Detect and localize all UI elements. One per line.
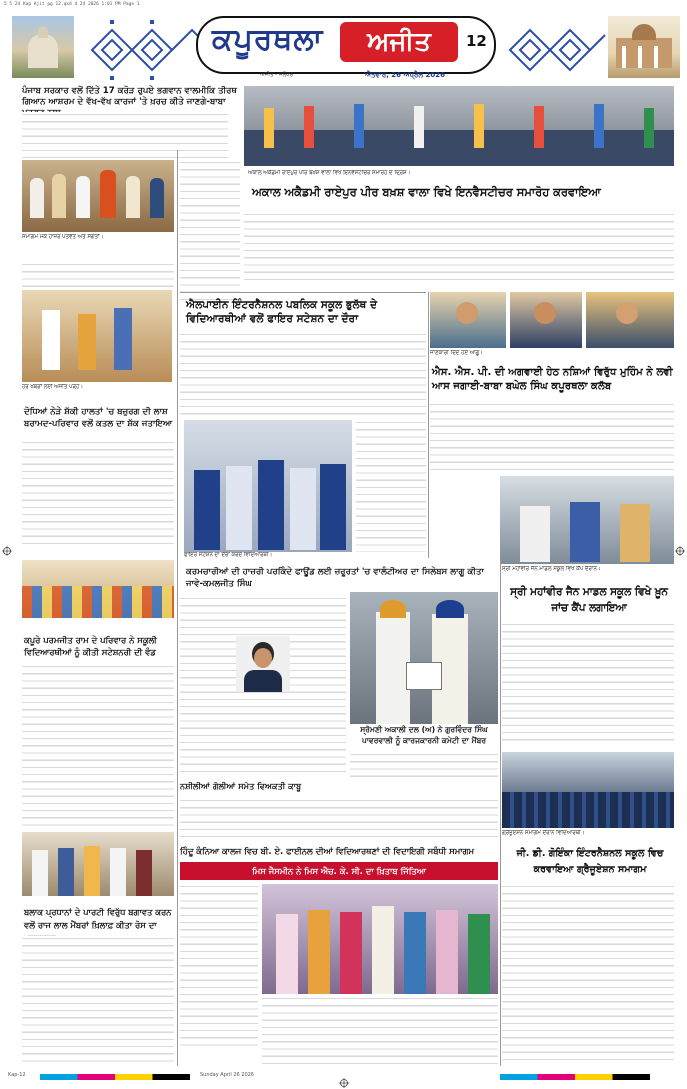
article-4-caption: ਜਾਣਕਾਰੀ ਦਿੰਦੇ ਹੋਏ ਆਗੂ।: [430, 350, 483, 356]
article-5-headline: ਦੋਧਿਆਂ ਨੇੜੇ ਸ਼ੱਕੀ ਹਾਲਤਾਂ 'ਚ ਬਜ਼ੁਰਗ ਦੀ ਲਾਸ਼ ਬਰਾਮਦ-ਪਰਿਵਾਰ ਵਲੋਂ ਕਤਲ ਦਾ ਸ਼ੱਕ ਜਤਾਇਆ: [24, 407, 173, 429]
article-3-body-2: [356, 420, 426, 552]
article-3-body: [180, 332, 426, 418]
article-11-photo: [262, 884, 498, 994]
article-7-caption: ਸ੍ਰੀ ਮਹਾਂਵੀਰ ਜੈਨ ਮਾਡਲ ਸਕੂਲ ਵਿਖੇ ਕੈਂਪ ਦੌਰਾਨ।: [502, 566, 601, 572]
article-10-headline: ਨਸ਼ੀਲੀਆਂ ਗੋਲੀਆਂ ਸਮੇਤ ਵਿਅਕਤੀ ਕਾਬੂ: [180, 781, 302, 791]
article-1-body-2: [22, 262, 174, 292]
article-4-headline: ਐਸ. ਐਸ. ਪੀ. ਦੀ ਅਗਵਾਈ ਹੇਠ ਨਸ਼ਿਆਂ ਵਿਰੁੱਧ ਮੁਹਿੰਮ ਨੇ ਲਵੀ ਆਸ ਜਗਾਈ-ਬਾਬਾ ਬਘੇਲ ਸਿੰਘ ਕਪੂਰਥਲਾ ਕਲੱਬ: [432, 367, 673, 392]
article-1-caption: ਸਮਾਗਮ ਮੌਕੇ ਹਾਜ਼ਰ ਪਤਵੰਤੇ ਅਤੇ ਸੰਗਤਾਂ।: [22, 234, 104, 240]
article-6-portrait: [236, 636, 290, 692]
article-3-photo: [184, 420, 352, 552]
article-11-banner-text: ਮਿਸ ਜੈਸਮੀਨ ਨੇ ਮਿਸ ਐਚ. ਕੇ. ਸੀ. ਦਾ ਖ਼ਿਤਾਬ ਜਿੱਤਿਆ: [252, 865, 426, 876]
masthead-brand: [340, 22, 458, 62]
article-7-headline: ਸ੍ਰੀ ਮਹਾਂਵੀਰ ਜੈਨ ਮਾਡਲ ਸਕੂਲ ਵਿਖੇ ਖ਼ੂਨ ਜਾਂਚ ਕੈਂਪ ਲਗਾਇਆ: [510, 586, 668, 614]
article-8-photo: [22, 560, 174, 618]
article-2-photo: [244, 86, 674, 166]
article-1-headline: ਪੰਜਾਬ ਸਰਕਾਰ ਵਲੋਂ ਦਿੱਤੇ 17 ਕਰੋੜ ਰੁਪਏ ਭਗਵਾਨ ਵਾਲਮੀਕਿ ਤੀਰਥ ਗਿਆਨ ਆਸ਼ਰਮ ਦੇ ਵੱਖ-ਵੱਖ ਕਾਰਜਾਂ 'ਤੇ ਖ਼ਰਚ ਕੀਤੇ ਜਾਣਗੇ-ਬਾਬਾ: [22, 86, 237, 107]
page-number: 12: [466, 32, 487, 50]
article-1-body: [22, 112, 228, 158]
article-4-body: [430, 402, 674, 474]
article-2-caption: ਅਕਾਲ ਅਕੈਡਮੀ ਰਾਏਪੁਰ ਪੀਰ ਬਖ਼ਸ਼ ਵਾਲਾ ਵਿਖੇ ਇਨਵੈਸਟੀਚਰ ਸਮਾਰੋਹ ਦੇ ਦ੍ਰਿਸ਼।: [248, 170, 411, 176]
article-3-caption: ਫਾਇਰ ਸਟੇਸ਼ਨ ਦਾ ਦੌਰਾ ਕਰਦੇ ਵਿਦਿਆਰਥੀ।: [184, 552, 273, 558]
masthead-brand-text: ਅਜੀਤ: [367, 26, 431, 57]
masthead-date: ਐਤਵਾਰ, 26 ਅਪ੍ਰੈਲ 2026: [365, 71, 446, 79]
masthead-photo-left: [12, 16, 74, 78]
article-11-banner: [180, 862, 498, 880]
column-rule: [428, 292, 429, 558]
masthead: [0, 10, 687, 90]
article-13-photo: [22, 832, 174, 896]
masthead-title: ਕਪੂਰਥਲਾ: [212, 22, 324, 57]
article-5-body: [22, 440, 174, 550]
registration-mark-icon: [2, 546, 12, 556]
article-9-body: [350, 752, 498, 778]
left-caption-2: ਹੋਰ ਖ਼ਬਰਾਂ ਲਈ ਅਜੀਤ ਪੜ੍ਹੋ।: [22, 384, 83, 390]
masthead-pattern-right: [500, 10, 610, 90]
article-4-photo-1: [430, 292, 506, 348]
color-bar: [500, 1074, 650, 1080]
divider: [180, 292, 426, 293]
color-bar: [40, 1074, 190, 1080]
article-2-headline: ਅਕਾਲ ਅਕੈਡਮੀ ਰਾਏਪੁਰ ਪੀਰ ਬਖ਼ਸ਼ ਵਾਲਾ ਵਿਖੇ ਇਨਵੈਸਟੀਚਰ ਸਮਾਰੋਹ ਕਰਵਾਇਆ: [252, 185, 601, 199]
article-9-photo: [350, 592, 498, 724]
article-12-body: [502, 884, 674, 1066]
article-12-caption: ਗ੍ਰੈਜੂਏਸ਼ਨ ਸਮਾਗਮ ਦੌਰਾਨ ਵਿਦਿਆਰਥੀ।: [502, 830, 585, 836]
article-4-photo-2: [510, 292, 582, 348]
footer: [0, 1068, 687, 1089]
masthead-sub-left: ਅਜੀਤ - ਜਲੰਧਰ: [260, 72, 294, 78]
column-rule: [500, 560, 501, 1066]
article-3-headline: ਐਲਪਾਈਨ ਇੰਟਰਨੈਸ਼ਨਲ ਪਬਲਿਕ ਸਕੂਲ ਭੁਲੱਥ ਦੇ ਵਿਦਿਆਰਥੀਆਂ ਵਲੋਂ ਫਾਇਰ ਸਟੇਸ਼ਨ ਦਾ ਦੌਰਾ: [186, 299, 378, 325]
article-11-headline: ਹਿੰਦੂ ਕੰਨਿਆ ਕਾਲਜ ਵਿਚ ਬੀ. ਏ. ਫਾਈਨਲ ਦੀਆਂ ਵਿਦਿਆਰਥਣਾਂ ਦੀ ਵਿਦਾਇਗੀ ਸਬੰਧੀ ਸਮਾਗਮ: [180, 846, 474, 856]
article-8-headline: ਕਪੂਰੇ ਪਰਮਜੀਤ ਰਾਮ ਦੇ ਪਰਿਵਾਰ ਨੇ ਸਕੂਲੀ ਵਿਦਿਆਰਥੀਆਂ ਨੂੰ ਕੀਤੀ ਸਟੇਸ਼ਨਰੀ ਦੀ ਵੰਡ: [24, 635, 157, 657]
registration-mark-icon: [675, 546, 685, 556]
article-11-body: [180, 884, 258, 1050]
article-4-photo-3: [586, 292, 674, 348]
article-7-photo: [502, 752, 674, 828]
article-7-body: [502, 622, 674, 744]
article-13-body: [22, 936, 174, 1066]
footer-mid: Sunday April 26 2026: [200, 1072, 254, 1078]
article-9-headline: ਸ੍ਰੋਮਣੀ ਅਕਾਲੀ ਦਲ (ਅ) ਨੇ ਗੁਰਵਿੰਦਰ ਸਿੰਘ ਪਾਵਰਵਾਲੀ ਨੂੰ ਕਾਰਜਕਾਰਨੀ ਕਮੇਟੀ ਦਾ ਮੈਂਬਰ: [360, 725, 488, 745]
article-11-body-2: [262, 996, 498, 1066]
article-1-photo: [22, 160, 174, 232]
article-6-headline: ਕਰਮਚਾਰੀਆਂ ਦੀ ਹਾਜ਼ਰੀ ਪਰਕਿੰਦੇ ਫਾਊਂਡ ਲਈ ਜ਼ਰੂਰਤਾਂ 'ਚ ਵਾਲੰਟੀਅਰ ਦਾ ਸਿਲੇਬਸ ਲਾਗੂ ਕੀਤਾ ਜਾਵੇ-ਕਮਲਜੀਤ ਸਿੰਘ: [186, 567, 484, 589]
article-2-body: [244, 212, 674, 286]
top-slug: 5 5 24 Kap Ajit pg 12.qxd 4 24 2026 1:01 PM Page 1: [4, 2, 140, 7]
masthead-pattern-left: [82, 10, 202, 90]
article-13-headline: ਬਲਾਕ ਪ੍ਰਧਾਨਾਂ ਦੇ ਪਾਰਟੀ ਵਿਰੁੱਧ ਬਗਾਵਤ ਕਰਨ ਵਲੋਂ ਰਾਜ ਲਾਲ ਮੈਂਬਰਾਂ ਖ਼ਿਲਾਫ਼ ਕੀਤਾ ਰੋਸ ਦਾ: [24, 907, 172, 930]
article-4-photo-4: [500, 476, 674, 564]
article-1-body-right: [180, 160, 240, 300]
column-rule: [177, 150, 178, 1066]
left-photo-2: [22, 290, 172, 382]
masthead-photo-right: [608, 16, 680, 78]
article-10-body: [180, 798, 498, 842]
article-12-headline: ਜੀ. ਡੀ. ਗੋਇੰਕਾ ਇੰਟਰਨੈਸ਼ਨਲ ਸਕੂਲ ਵਿਚ ਕਰਵਾਇਆ ਗ੍ਰੈਜੂਏਸ਼ਨ ਸਮਾਗਮ: [516, 848, 664, 875]
footer-left: Kap-12: [8, 1072, 26, 1078]
article-8-body: [22, 664, 174, 830]
